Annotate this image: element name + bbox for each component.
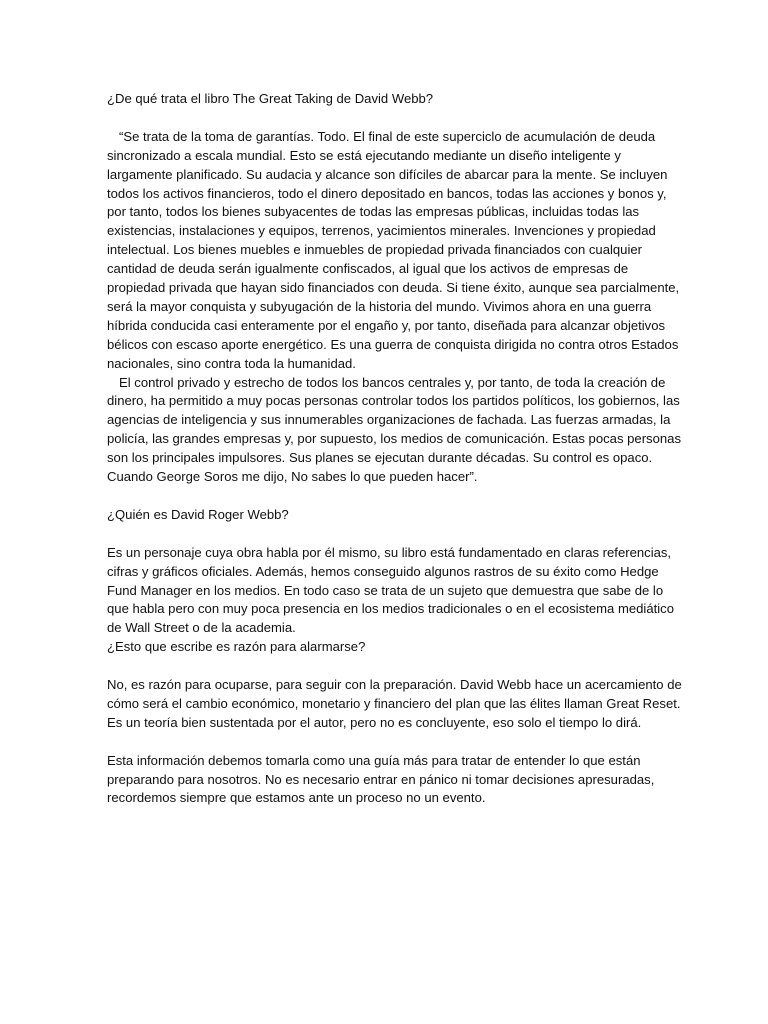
text-line: todos los activos financieros, todo el dinero depositado en bancos, todas las acciones y bonos y,	[107, 185, 667, 201]
text-line: que habla pero con muy poca presencia en los medios tradicionales o en el ecosistema mediático	[107, 601, 674, 617]
text-line: recordemos siempre que estamos ante un proceso no un evento.	[107, 790, 486, 806]
text-line: Es un teoría bien sustentada por el autor, pero no es concluyente, eso solo el tiempo lo dirá.	[107, 714, 642, 730]
text-line: No, es razón para ocuparse, para seguir con la preparación. David Webb hace un acercamiento de	[107, 677, 682, 693]
text-line: “Se trata de la toma de garantías. Todo. El final de este superciclo de acumulación de deuda	[119, 128, 656, 144]
quote-paragraph-1-body	[107, 147, 680, 374]
text-line: Es un personaje cuya obra habla por él mismo, su libro está fundamentado en claras referencias,	[107, 544, 672, 560]
heading-book-question: ¿De qué trata el libro The Great Taking de David Webb?	[107, 91, 434, 106]
text-line: cifras y gráficos oficiales. Además, hemos conseguido algunos rastros de su éxito como Hedge	[107, 563, 659, 579]
text-line: preparando para nosotros. No es necesario entrar en pánico ni tomar decisiones apresuradas,	[107, 771, 655, 787]
heading-alarm-question: ¿Esto que escribe es razón para alarmarse?	[107, 639, 366, 655]
text-line: Esta información debemos tomarla como una guía más para tratar de entender lo que están	[107, 752, 641, 768]
text-line: de Wall Street o de la academia.	[107, 620, 296, 636]
spacer	[107, 487, 662, 506]
text-line: propiedad privada que hayan sido financiados con deuda. Si tiene éxito, aunque sea parcialmente,	[107, 280, 680, 296]
document-page	[107, 90, 682, 808]
text-line: por tanto, todos los bienes subyacentes de todas las empresas públicas, incluidas todas las	[107, 204, 640, 220]
spacer	[107, 525, 662, 544]
spacer	[107, 733, 662, 752]
text-line: policía, las grandes empresas y, por supuesto, los medios de comunicación. Estas pocas personas	[107, 431, 682, 447]
text-line: El control privado y estrecho de todos los bancos centrales y, por tanto, de toda la creación de	[119, 374, 666, 390]
text-line: dinero, ha permitido a muy pocas personas controlar todos los partidos políticos, los gobiernos, las	[107, 393, 680, 409]
text-line: agencias de inteligencia y sus innumerables organizaciones de fachada. Las fuerzas armadas, la	[107, 412, 671, 428]
text-line: intelectual. Los bienes muebles e inmuebles de propiedad privada financiados con cualquier	[107, 242, 643, 258]
text-line: largamente planificado. Su audacia y alcance son difíciles de abarcar para la mente. Se incluyen	[107, 166, 668, 182]
text-line: bélicos con escaso aporte energético. Es una guerra de conquista dirigida no contra otros Estados	[107, 336, 679, 352]
text-line: existencias, instalaciones y equipos, terrenos, yacimientos minerales. Invenciones y propiedad	[107, 223, 656, 239]
text-line: será la mayor conquista y subyugación de la historia del mundo. Vivimos ahora en una guerra	[107, 298, 652, 314]
answer-paragraph	[107, 676, 682, 733]
text-line: sincronizado a escala mundial. Esto se está ejecutando mediante un diseño inteligente y	[107, 147, 621, 163]
spacer	[107, 657, 662, 676]
text-line: Fund Manager en los medios. En todo caso se trata de un sujeto que demuestra que sabe de lo	[107, 582, 664, 598]
text-line: híbrida conducida casi enteramente por el engaño y, por tanto, diseñada para alcanzar objetivos	[107, 317, 666, 333]
quote-paragraph-1	[107, 128, 662, 147]
text-line: cómo será el cambio económico, monetario y financiero del plan que las élites llaman Great Reset.	[107, 695, 681, 711]
text-line: Cuando George Soros me dijo, No sabes lo que pueden hacer”.	[107, 469, 478, 485]
text-line: cantidad de deuda serán igualmente confiscados, al igual que los activos de empresas de	[107, 261, 629, 277]
spacer	[107, 109, 662, 128]
closing-paragraph	[107, 752, 662, 809]
heading-author-question: ¿Quién es David Roger Webb?	[107, 506, 289, 522]
text-line: son los principales impulsores. Sus planes se ejecutan durante décadas. Su control es opaco.	[107, 450, 653, 466]
author-paragraph	[107, 544, 674, 639]
quote-paragraph-2-body	[107, 392, 682, 487]
quote-paragraph-2	[107, 374, 666, 393]
text-line: nacionales, sino contra toda la humanidad.	[107, 355, 356, 371]
